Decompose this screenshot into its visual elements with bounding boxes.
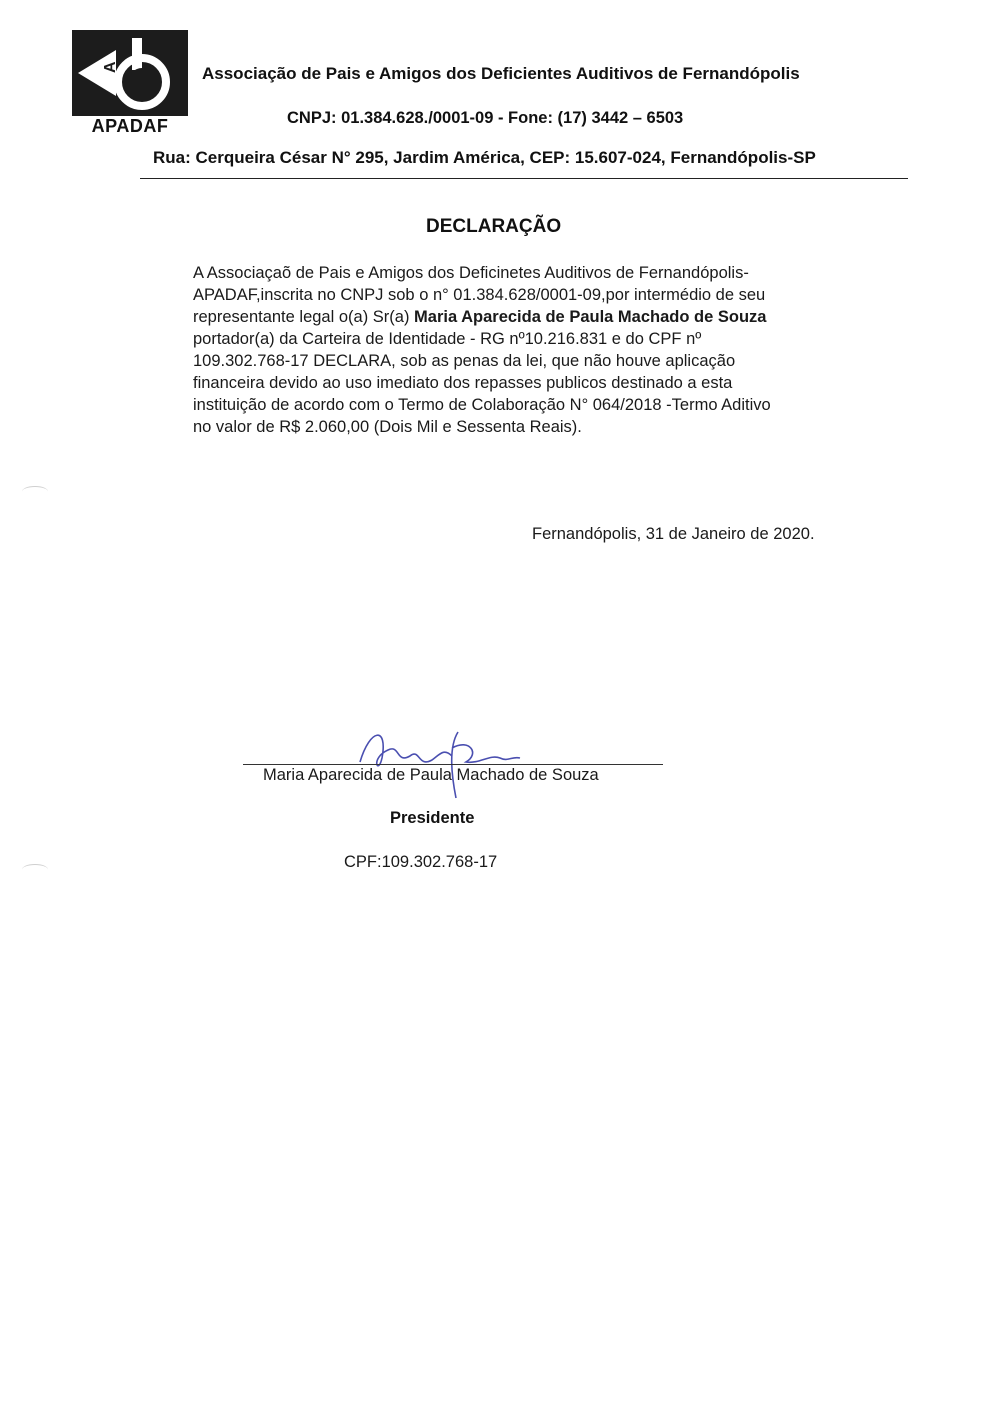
signatory-cpf: CPF:109.302.768-17 bbox=[344, 853, 498, 871]
body-line: financeira devido ao uso imediato dos repasses publicos destinado a esta bbox=[193, 374, 733, 392]
organization-name: Associação de Pais e Amigos dos Deficientes Auditivos de Fernandópolis bbox=[202, 64, 800, 83]
header-divider bbox=[140, 178, 908, 179]
logo-wordmark: APADAF bbox=[91, 116, 169, 136]
body-line: 109.302.768-17 DECLARA, sob as penas da lei, que não houve aplicação bbox=[193, 352, 736, 370]
scan-mark bbox=[22, 864, 48, 875]
signature-line bbox=[243, 764, 663, 765]
place-date: Fernandópolis, 31 de Janeiro de 2020. bbox=[532, 525, 815, 543]
representative-name: Maria Aparecida de Paula Machado de Souza bbox=[414, 308, 767, 326]
handwritten-signature bbox=[340, 718, 530, 804]
logo-emblem bbox=[72, 30, 188, 116]
signatory-role: Presidente bbox=[390, 809, 475, 827]
body-line: A Associaçaõ de Pais e Amigos dos Deficinetes Auditivos de Fernandópolis- bbox=[193, 264, 749, 282]
scan-mark bbox=[22, 486, 48, 497]
body-line: APADAF,inscrita no CNPJ sob o n° 01.384.628/0001-09,por intermédio de seu bbox=[193, 286, 766, 304]
body-line: portador(a) da Carteira de Identidade - RG nº10.216.831 e do CPF nº bbox=[193, 330, 702, 348]
address-line: Rua: Cerqueira César N° 295, Jardim América, CEP: 15.607-024, Fernandópolis-SP bbox=[153, 148, 816, 167]
apadaf-logo bbox=[72, 30, 188, 136]
declaration-body bbox=[193, 262, 853, 438]
body-line bbox=[193, 306, 853, 328]
svg-text:A: A bbox=[102, 61, 119, 73]
body-line: instituição de acordo com o Termo de Colaboração N° 064/2018 -Termo Aditivo bbox=[193, 396, 771, 414]
signatory-name: Maria Aparecida de Paula Machado de Souza bbox=[263, 766, 599, 784]
body-text: representante legal o(a) Sr(a) bbox=[193, 308, 415, 326]
cnpj-phone-line: CNPJ: 01.384.628./0001-09 - Fone: (17) 3442 – 6503 bbox=[287, 109, 684, 127]
body-line: no valor de R$ 2.060,00 (Dois Mil e Sessenta Reais). bbox=[193, 418, 582, 436]
document-title: DECLARAÇÃO bbox=[426, 216, 562, 237]
